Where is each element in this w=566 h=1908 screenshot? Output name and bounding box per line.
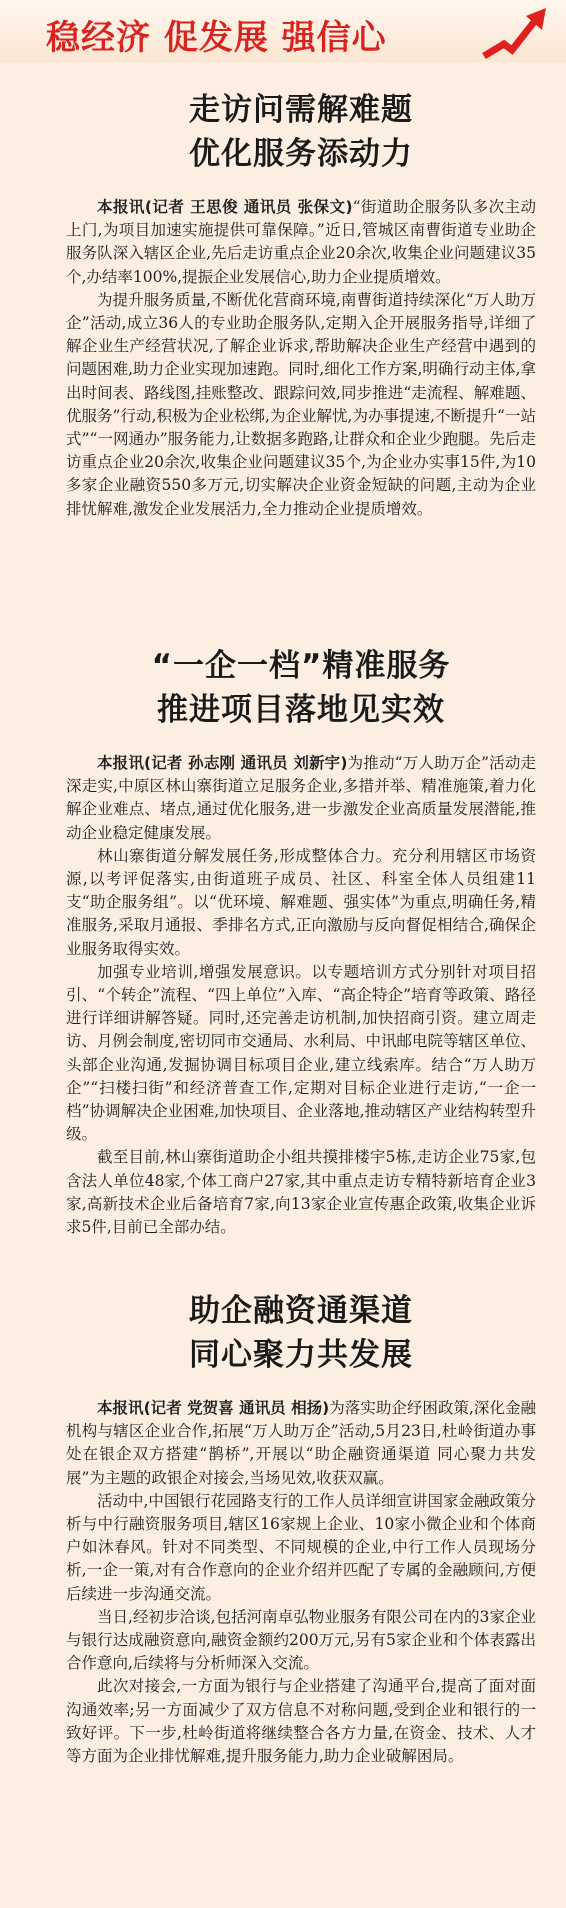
- article-body: [66, 752, 536, 1239]
- article-paragraph: [66, 752, 536, 845]
- article-paragraph: 当日,经初步洽谈,包括河南卓弘物业服务有限公司在内的3家企业与银行达成融资意向,融资金额约200万元,另有5家企业和个体表露出合作意向,后续将与分析师深入交流。: [66, 1607, 536, 1673]
- article-body: [66, 196, 536, 521]
- headline-line-1: 走访问需解难题: [189, 92, 413, 128]
- byline: 本报讯(记者 党贺喜 通讯员 相扬): [97, 1399, 330, 1417]
- article-headline: [66, 88, 536, 176]
- rising-arrow-icon: [482, 6, 552, 60]
- headline-line-2: 推进项目落地见实效: [157, 692, 445, 728]
- section-banner: [0, 0, 566, 62]
- article-paragraph: [66, 1397, 536, 1490]
- paragraph-text: “街道助企服务队多次主动上门,为项目加速实施提供可靠保障。”近日,管城区南曹街道专业助企服务队深入辖区企业,先后走访重点企业20余次,收集企业问题建议35个,办结率100%,提振企业发展信心,助力企业提质增效。: [66, 198, 536, 286]
- headline-line-1: 助企融资通渠道: [189, 1293, 413, 1329]
- article-paragraph: 此次对接会,一方面为银行与企业搭建了沟通平台,提高了面对面沟通效率;另一方面减少了双方信息不对称问题,受到企业和银行的一致好评。下一步,杜岭街道将继续整合各方力量,在资金、技术、人才等方面为企业排忧解难,提升服务能力,助力企业破解困局。: [66, 1677, 536, 1766]
- paragraph-text: 为落实助企纾困政策,深化金融机构与辖区企业合作,拓展“万人助万企”活动,5月23日,杜岭街道办事处在银企双方搭建“鹊桥”,开展以“助企融资通渠道 同心聚力共发展”为主题的政银企对接会,当场见效,收获双赢。: [66, 1399, 536, 1487]
- article-headline: [66, 644, 536, 732]
- headline-line-1: “一企一档”精准服务: [151, 648, 451, 684]
- paragraph-text: 为推动“万人助万企”活动走深走实,中原区林山寨街道立足服务企业,多措并举、精准施策,着力化解企业难点、堵点,通过优化服务,进一步激发企业高质量发展潜能,推动企业稳定健康发展。: [66, 754, 537, 842]
- article-paragraph: 加强专业培训,增强发展意识。以专题培训方式分别针对项目招引、“个转企”流程、“四上单位”入库、“高企特企”培育等政策、路径进行详细讲解答疑。同时,还完善走访机制,加快招商引资。建立周走访、月例会制度,密切同市交通局、水利局、中讯邮电院等辖区单位、头部企业沟通,发掘协调目标项目企业,建立线索库。结合“万人助万企”“扫楼扫街”和经济普查工作,定期对目标企业进行走访,“一企一档”协调解决企业困难,加快项目、企业落地,推动辖区产业结构转型升级。: [66, 962, 536, 1144]
- headline-line-2: 优化服务添动力: [189, 136, 413, 172]
- page-content: [0, 62, 566, 1908]
- article-paragraph: 为提升服务质量,不断优化营商环境,南曹街道持续深化“万人助万企”活动,成立36人的专业助企服务队,定期入企开展服务指导,详细了解企业生产经营状况,了解企业诉求,帮助解决企业生产经营中遇到的问题困难,助力企业实现加速跑。同时,细化工作方案,明确行动主体,拿出时间表、路线图,挂账整改、跟踪问效,同步推进“走流程、解难题、优服务”行动,积极为企业松绑,为企业解忧,为办事提速,不断提升“一站式”“一网通办”服务能力,让数据多跑路,让群众和企业少跑腿。先后走访重点企业20余次,收集企业问题建议35个,为企业办实事15件,为10多家企业融资550多万元,切实解决企业资金短缺的问题,主动为企业排忧解难,激发企业发展活力,全力推动企业提质增效。: [66, 290, 536, 518]
- article-1: [66, 88, 536, 521]
- article-body: [66, 1397, 536, 1768]
- article-3: [66, 1289, 536, 1768]
- article-paragraph: [66, 196, 536, 289]
- article-paragraph: 活动中,中国银行花园路支行的工作人员详细宣讲国家金融政策分析与中行融资服务项目,辖区16家规上企业、10家小微企业和个体商户如沐春风。针对不同类型、不同规模的企业,中行工作人员现场分析,一企一策,对有合作意向的企业介绍并匹配了专属的金融顾问,方便后续进一步沟通交流。: [66, 1491, 536, 1603]
- byline: 本报讯(记者 孙志刚 通讯员 刘新宇): [97, 754, 348, 772]
- banner-title: 稳经济 促发展 强信心: [46, 18, 387, 58]
- byline: 本报讯(记者 王思俊 通讯员 张保文): [97, 198, 353, 216]
- headline-line-2: 同心聚力共发展: [189, 1337, 413, 1373]
- article-2: [66, 644, 536, 1239]
- article-paragraph: 林山寨街道分解发展任务,形成整体合力。充分利用辖区市场资源,以考评促落实,由街道班子成员、社区、科室全体人员组建11支“助企服务组”。以“优环境、解难题、强实体”为重点,明确任务,精准服务,采取月通报、季排名方式,正向激励与反向督促相结合,确保企业服务取得实效。: [66, 846, 536, 958]
- article-paragraph: 截至目前,林山寨街道助企小组共摸排楼宇5栋,走访企业75家,包含法人单位48家,个体工商户27家,其中重点走访专精特新培育企业3家,高新技术企业后备培育7家,向13家企业宣传惠企政策,收集企业诉求5件,目前已全部办结。: [66, 1148, 536, 1237]
- article-headline: [66, 1289, 536, 1377]
